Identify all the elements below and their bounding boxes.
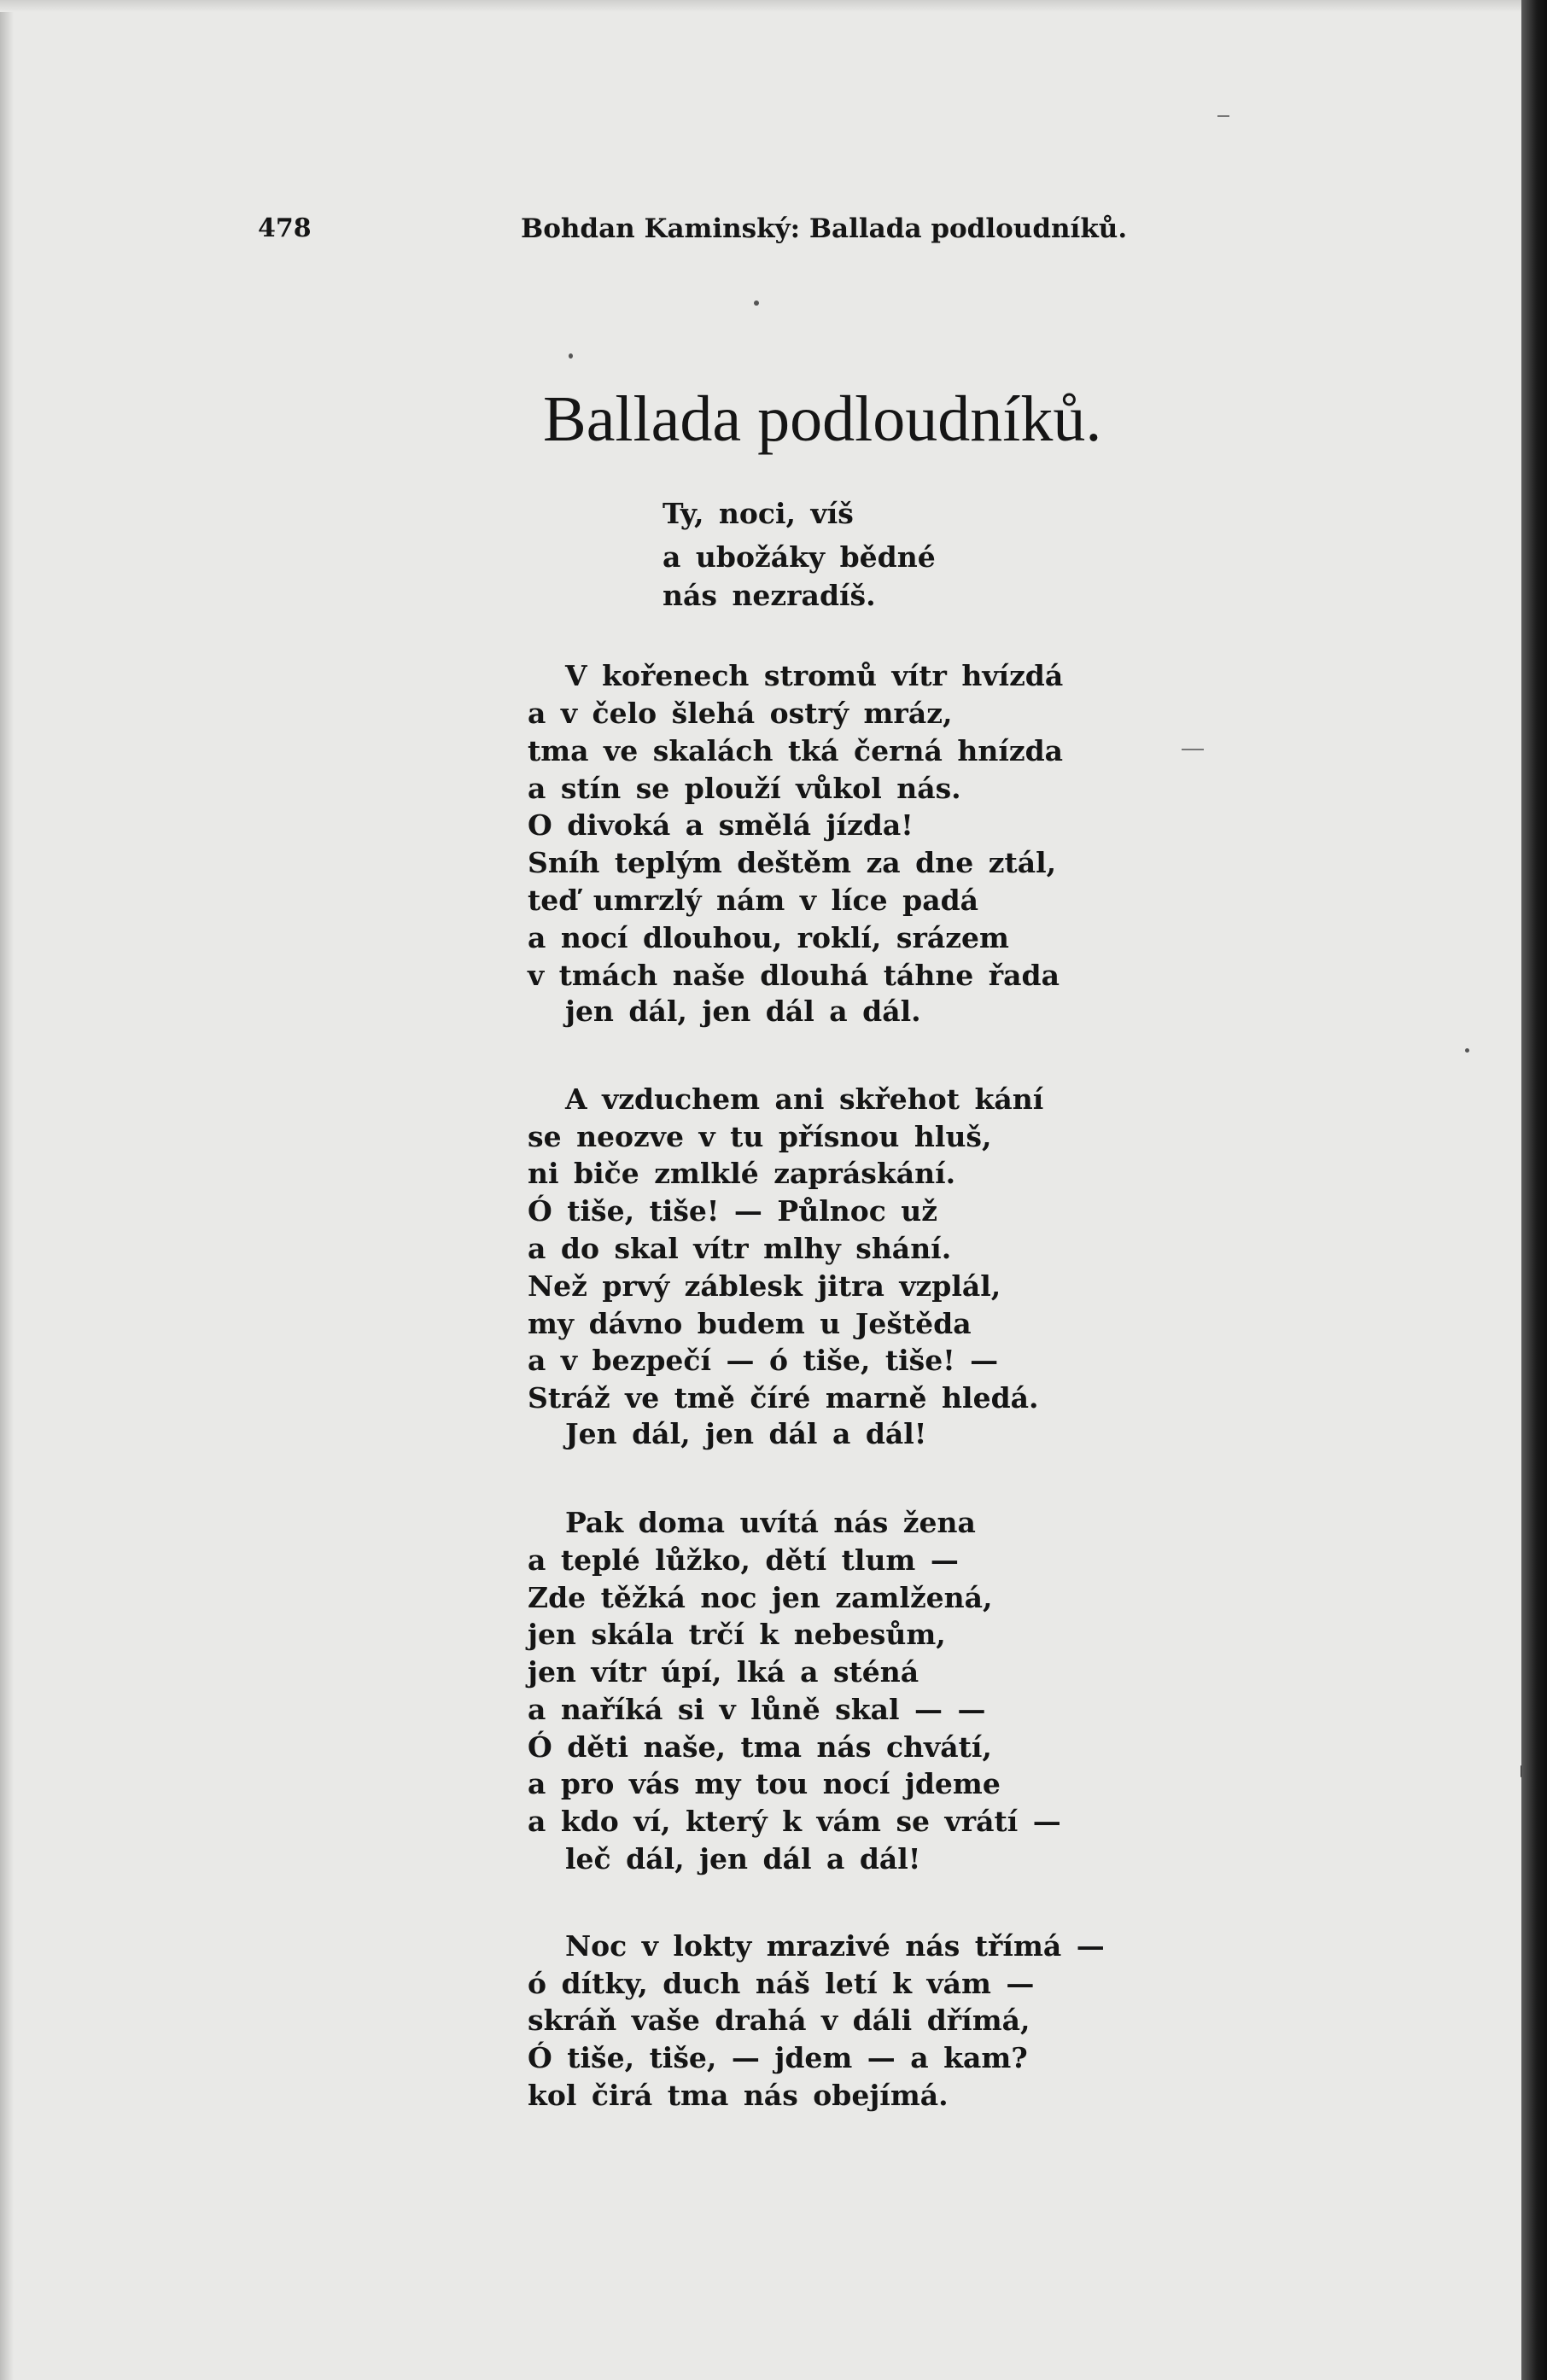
poem-line: ó dítky, duch náš letí k vám — [528,1967,1035,2000]
poem-line: Pak doma uvítá nás žena [565,1506,976,1539]
page-edge-shadow [1521,0,1547,2380]
poem-line: jen dál, jen dál a dál. [565,995,921,1028]
poem-line: Noc v lokty mrazivé nás třímá — [565,1929,1105,1963]
poem-line: a kdo ví, který k vám se vrátí — [528,1805,1061,1838]
poem-line: tma ve skalách tká černá hnízda [528,734,1064,767]
poem-line: skráň vaše drahá v dáli dřímá, [528,2004,1030,2037]
scan-mark [1217,115,1229,117]
scan-speck [569,353,573,359]
poem-line: Zde těžká noc jen zamlžená, [528,1581,993,1614]
poem-line: my dávno budem u Ještěda [528,1307,972,1340]
running-head: Bohdan Kaminský: Ballada podloudníků. [521,213,1128,244]
scan-speck [1465,1048,1469,1053]
poem-line: a do skal vítr mlhy shání. [528,1232,952,1265]
poem-title: Ballada podloudníků. [543,383,1102,455]
poem-line: Stráž ve tmě číré marně hledá. [528,1381,1039,1415]
scan-mark [1182,749,1204,750]
scan-speck [754,300,759,306]
poem-line: v tmách naše dlouhá táhne řada [528,959,1060,992]
page-gutter-shadow [0,0,14,2380]
poem-line: a teplé lůžko, dětí tlum — [528,1543,959,1577]
poem-line: a ubožáky bědné [663,540,936,574]
poem-line: Ó děti naše, tma nás chvátí, [528,1730,992,1764]
poem-line: jen vítr úpí, lká a sténá [528,1655,919,1689]
poem-line: a pro vás my tou nocí jdeme [528,1767,1001,1800]
poem-line: a stín se plouží vůkol nás. [528,772,961,805]
poem-line: A vzduchem ani skřehot kání [565,1082,1044,1116]
page-top-shadow [0,0,1521,12]
page-number: 478 [258,213,312,243]
poem-line: nás nezradíš. [663,579,876,612]
poem-line: Sníh teplým deštěm za dne ztál, [528,846,1057,879]
poem-line: Jen dál, jen dál a dál! [565,1417,927,1450]
poem-line: Ó tiše, tiše! — Půlnoc už [528,1194,938,1228]
page-header [258,213,1128,256]
poem-line: kol čirá tma nás obejímá. [528,2079,949,2112]
poem-line: ni biče zmlklé zapráskání. [528,1157,956,1190]
poem-line: O divoká a smělá jízda! [528,808,914,842]
poem-line: Než prvý záblesk jitra vzplál, [528,1269,1001,1303]
poem-line: V kořenech stromů vítr hvízdá [565,659,1064,692]
poem-line: a v čelo šlehá ostrý mráz, [528,697,953,730]
poem-line: a nocí dlouhou, roklí, srázem [528,921,1009,954]
poem-line: Ty, noci, víš [663,497,854,530]
poem-line: jen skála trčí k nebesům, [528,1618,946,1651]
poem-line: Ó tiše, tiše, — jdem — a kam? [528,2041,1028,2074]
poem-line: se neozve v tu přísnou hluš, [528,1120,992,1153]
poem-line: a naříká si v lůně skal — — [528,1693,986,1726]
poem-line: teď umrzlý nám v líce padá [528,884,979,917]
poem-line: leč dál, jen dál a dál! [565,1842,921,1875]
poem-line: a v bezpečí — ó tiše, tiše! — [528,1344,999,1377]
